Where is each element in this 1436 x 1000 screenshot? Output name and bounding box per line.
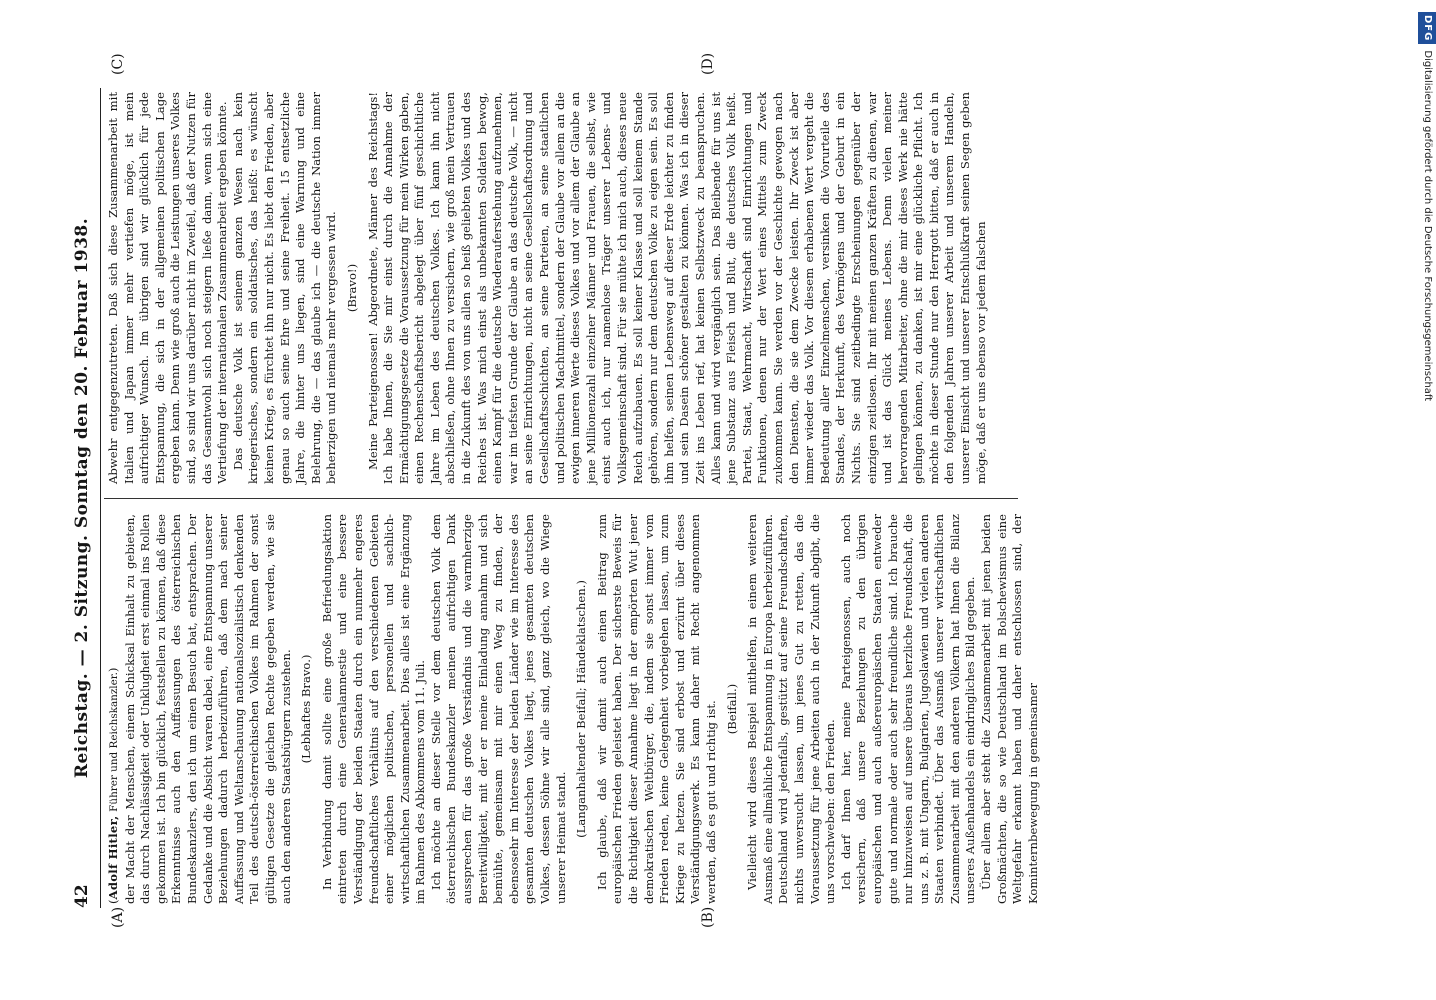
paragraph: Über allem aber steht die Zusammenarbeit mit jenen beiden Großmächten, die so wie Deutschland im Bolschewismus eine Weltgefahr erkannt haben und daher entschlossen sind, der Kominternbewegung in gemeinsamer [979, 514, 1040, 904]
paragraph: Abwehr entgegenzutreten. Daß sich diese Zusammenarbeit mit Italien und Japan immer mehr vertiefen möge, ist mein aufrichtiger Wunsch. Im übrigen sind wir glücklich für jede Entspannung, die sich in der allgemeinen politischen Lage ergeben kann. Denn wie groß auch die Leistungen unseres Volkes sind, so sind wir uns darüber nicht im Zweifel, daß der Nutzen für das Gesamtwohl sich noch steigern ließe dann, wenn sich eine Vertiefung der internationalen Zusammenarbeit ergeben könnte. [106, 92, 230, 484]
paragraph: Vielleicht wird dieses Beispiel mithelfen, in einem weiteren Ausmaß eine allmähliche Entspannung in Europa herbeizuführen. Deutschland wird jedenfalls, gestützt auf seine Freundschaften, nichts unversucht lassen, um jenes Gut zu retten, das die Voraussetzung für jene Arbeiten auch in der Zukunft abgibt, die uns vorschweben: den Frieden. [745, 514, 838, 904]
margin-marker-a: (A) [110, 906, 126, 928]
right-column [106, 92, 1018, 484]
digitization-note: Digitalisierung gefördert durch die Deutsche Forschungsgemeinschaft [1422, 50, 1433, 402]
paragraph: Ich darf Ihnen hier, meine Parteigenossen, auch noch versichern, daß unsere Beziehungen zu den übrigen europäischen und auch außereuropäischen Staaten entweder gute und normale oder auch sehr freundliche sind. Ich brauche nur hinzuweisen auf unsere überaus herzliche Freundschaft, die uns z. B. mit Ungarn, Bulgarien, Jugoslawien und vielen anderen Staaten verbindet. Über das Ausmaß unserer wirtschaftlichen Zusammenarbeit mit den anderen Völkern hat Ihnen die Bilanz unseres Außenhandels ein eindringliches Bild gegeben. [838, 514, 978, 904]
speaker-line: (Adolf Hitler, Führer und Reichskanzler.) [106, 667, 120, 904]
applause-note: (Lebhaftes Bravo.) [299, 654, 314, 764]
paragraph: Meine Parteigenossen! Abgeordnete, Männer des Reichstags! Ich habe Ihnen, die Sie mir einst durch die Annahme der Ermächtigungsgesetze die Voraussetzung für mein Wirken gaben, einen Rechenschaftsbericht abgelegt über fünf geschichtliche Jahre im Leben des deutschen Volkes. Ich kann ihn nicht abschließen, ohne Ihnen zu versichern, wie groß mein Vertrauen in die Zukunft des von uns allen so heiß geliebten Volkes und des Reiches ist. Was mich einst als unbekannten Soldaten bewog, einen Kampf für die deutsche Wiederauferstehung aufzunehmen, war im tiefsten Grunde der Glaube an das deutsche Volk, — nicht an seine Einrichtungen, nicht an seine Gesellschaftsordnung und Gesellschaftsschichten, an seine Parteien, an seine staatlichen und politischen Machtmittel, sondern der Glaube vor allem an die ewigen inneren Werte dieses Volkes und vor allem der Glaube an jene Millionenzahl einzelner Männer und Frauen, die selbst, wie einst auch ich, nur namenlose Träger unserer Lebens- und Volksgemeinschaft sind. Für sie mühte ich mich auch, dieses neue Reich aufzubauen. Es soll keiner Klasse und soll keinem Stande gehören, sondern nur dem deutschen Volke zu eigen sein. Es soll ihm helfen, seinen Lebensweg auf dieser Erde leichter zu finden und sein Dasein schöner gestalten zu können. Was ich in dieser Zeit ins Leben rief, hat keinen Selbstzweck zu beanspruchen. Alles kann und wird vergänglich sein. Das Bleibende für uns ist jene Substanz aus Fleisch und Blut, die deutsches Volk heißt. Partei, Staat, Wehrmacht, Wirtschaft sind Einrichtungen und Funktionen, denen nur der Wert eines Mittels zum Zweck zukommen kann. Sie werden vor der Geschichte gewogen nach den Diensten, die sie dem Zwecke leisten. Ihr Zweck ist aber immer wieder das Volk. Vor diesem erhabenen Wert vergeht die Bedeutung aller Einzelmenschen, versinken die Vorurteile des Standes, der Herkunft, des Vermögens und der Geburt in ein Nichts. Sie sind zeitbedingte Erscheinungen gegenüber der einzigen zeitlosen. Ihr mit meinen ganzen Kräften zu dienen, war und ist das Glück meines Lebens. Denn vielen meiner hervorragenden Mitarbeiter, ohne die mir dieses Werk nie hätte gelingen können, zu danken, ist mir eine glückliche Pflicht. Ich möchte in dieser Stunde nur den Herrgott bitten, daß er auch in den folgenden Jahren unserer Arbeit und unserem Handeln, unserer Einsicht und unserer Entschlußkraft seinen Segen geben möge, daß er uns ebenso vor jedem falschen [365, 92, 988, 484]
paragraph: Ich möchte an dieser Stelle vor dem deutschen Volk dem österreichischen Bundeskanzler meinen aufrichtigen Dank aussprechen für das große Verständnis und die warmherzige Bereitwilligkeit, mit der er meine Einladung annahm und sich bemühte, gemeinsam mit mir einen Weg zu finden, der ebensosehr im Interesse der beiden Länder wie im Interesse des gesamten deutschen Volkes liegt, jenes gesamten deutschen Volkes, dessen Söhne wir alle sind, ganz gleich, wo die Wiege unserer Heimat stand. [428, 514, 568, 904]
paragraph: der Macht der Menschen, einem Schicksal Einhalt zu gebieten, das durch Nachlässigkeit oder Unklugheit erst einmal ins Rollen gekommen ist. Ich bin glücklich, feststellen zu können, daß diese Erkenntnisse auch den Auffassungen des österreichischen Bundeskanzlers, den ich um einen Besuch bat, entsprachen. Der Gedanke und die Absicht waren dabei, eine Entspannung unserer Beziehungen dadurch herbeizuführen, daß dem nach seiner Auffassung und Weltanschauung nationalsozialistisch denkenden Teil des deutsch-österreichischen Volkes im Rahmen der sonst gültigen Gesetze die gleichen Rechte gegeben werden, wie sie auch den anderen Staatsbürgern zustehen. [122, 514, 293, 904]
paragraph: In Verbindung damit sollte eine große Befriedungsaktion eintreten durch eine Generalamnestie und eine bessere Verständigung der beiden Staaten durch ein nunmehr engeres freundschaftliches Verhältnis auf den verschiedenen Gebieten einer möglichen politischen, personellen und sachlich-wirtschaftlichen Zusammenarbeit. Dies alles ist eine Ergänzung im Rahmen des Abkommens vom 11. Juli. [319, 514, 428, 904]
column-divider [104, 498, 1018, 499]
paragraph: Das deutsche Volk ist seinem ganzen Wesen nach kein kriegerisches, sondern ein soldatisches, das heißt: es wünscht keinen Krieg, es fürchtet ihn nur nicht. Es liebt den Frieden, aber genau so auch seine Ehre und seine Freiheit. 15 entsetzliche Jahre, die hinter uns liegen, sind eine Warnung und eine Belehrung, die — das glaube ich — die deutsche Nation immer beherzigen und niemals mehr vergessen wird. [230, 92, 339, 484]
margin-marker-d: (D) [700, 52, 716, 75]
running-head [72, 88, 98, 908]
margin-marker-c: (C) [110, 53, 126, 75]
speaker-name: Adolf Hitler, [106, 815, 120, 900]
digitization-stamp [1418, 12, 1436, 972]
dfg-logo: DFG [1418, 12, 1436, 44]
margin-marker-b: (B) [700, 906, 716, 928]
header-rule [100, 88, 101, 908]
applause-note: (Langanhaltender Beifall; Händeklatschen.) [574, 580, 589, 838]
applause-note: (Bravo!) [344, 263, 359, 313]
speaker-role: Führer und Reichskanzler. [108, 672, 120, 812]
left-column [106, 514, 1040, 904]
running-head-title: Reichstag. — 2. Sitzung. Sonntag den 20. Februar 1938. [72, 217, 92, 779]
applause-note: (Beifall.) [724, 683, 739, 735]
page-number: 42 [72, 884, 92, 908]
paragraph: Ich glaube, daß wir damit auch einen Beitrag zum europäischen Frieden geleistet haben. Der sicherste Beweis für die Richtigkeit dieser Annahme liegt in der empörten Wut jener demokratischen Weltbürger, die, indem sie sonst immer vom Frieden reden, keine Gelegenheit vorbeigehen lassen, um zum Kriege zu hetzen. Sie sind erbost und erzürnt über dieses Verständigungswerk. Es kann daher mit Recht angenommen werden, daß es gut und richtig ist. [594, 514, 718, 904]
